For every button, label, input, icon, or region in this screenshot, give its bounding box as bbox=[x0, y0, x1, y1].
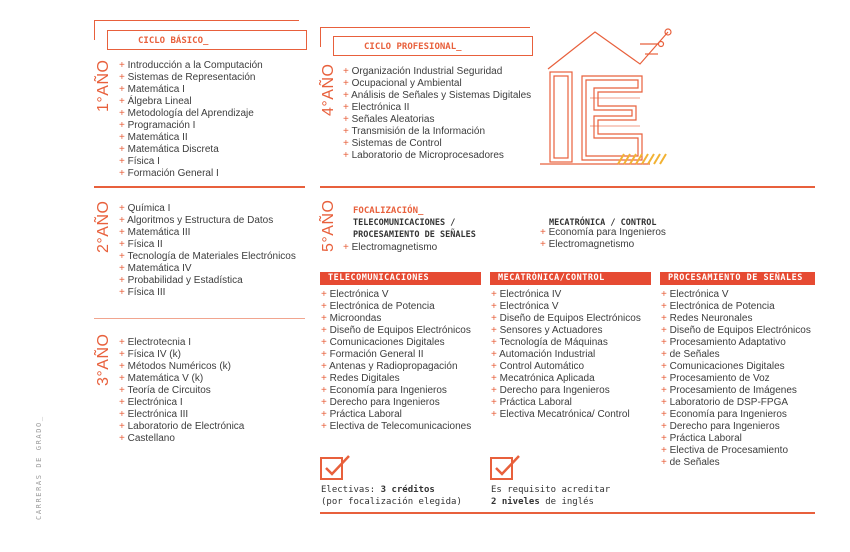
list-item: + Metodología del Aprendizaje bbox=[119, 108, 263, 120]
track-telecom-header: TELECOMUNICACIONES bbox=[320, 272, 481, 285]
basic-tab: CICLO BÁSICO_ bbox=[107, 30, 307, 50]
year-2-label: 2°AÑO bbox=[95, 200, 112, 253]
list-item: + Práctica Laboral bbox=[491, 397, 641, 409]
list-item: + Ocupacional y Ambiental bbox=[343, 78, 531, 90]
list-item: + Sistemas de Control bbox=[343, 138, 531, 150]
list-item: + Análisis de Señales y Sistemas Digitales bbox=[343, 90, 531, 102]
list-item: + Electrónica III bbox=[119, 409, 244, 421]
list-item: + Electrónica de Potencia bbox=[661, 301, 811, 313]
list-item: + Laboratorio de DSP-FPGA bbox=[661, 397, 811, 409]
list-item: + Mecatrónica Aplicada bbox=[491, 373, 641, 385]
list-item: + Algoritmos y Estructura de Datos bbox=[119, 215, 296, 227]
prof-tab: CICLO PROFESIONAL_ bbox=[333, 36, 533, 56]
list-item: + Física III bbox=[119, 287, 296, 299]
check-icon bbox=[320, 455, 352, 481]
list-item: + Redes Digitales bbox=[321, 373, 471, 385]
prof-divider-1 bbox=[320, 186, 815, 188]
year-3-label: 3°AÑO bbox=[95, 333, 112, 386]
list-item: + Formación General II bbox=[321, 349, 471, 361]
list-item: + de Señales bbox=[661, 457, 811, 469]
list-item: + Laboratorio de Electrónica bbox=[119, 421, 244, 433]
list-item: + Electrónica V bbox=[491, 301, 641, 313]
list-item: + de Señales bbox=[661, 349, 811, 361]
track-telecom-list bbox=[321, 289, 471, 433]
track-procesamiento-header: PROCESAMIENTO DE SEÑALES bbox=[660, 272, 815, 285]
list-item: + Electrónica de Potencia bbox=[321, 301, 471, 313]
list-item: + Diseño de Equipos Electrónicos bbox=[661, 325, 811, 337]
list-item: + Formación General I bbox=[119, 168, 263, 180]
check-icon-2 bbox=[490, 455, 522, 481]
list-item: + Electiva Mecatrónica/ Control bbox=[491, 409, 641, 421]
list-item: + Teoría de Circuitos bbox=[119, 385, 244, 397]
list-item: + Organización Industrial Seguridad bbox=[343, 66, 531, 78]
year-5-label: 5°AÑO bbox=[320, 199, 337, 252]
list-item: + Matemática III bbox=[119, 227, 296, 239]
year-3-list bbox=[119, 337, 244, 445]
focus-c: MECATRÓNICA / CONTROL bbox=[549, 218, 657, 228]
year-1-label: 1°AÑO bbox=[95, 59, 112, 112]
list-item: + Diseño de Equipos Electrónicos bbox=[321, 325, 471, 337]
list-item: + Procesamiento de Imágenes bbox=[661, 385, 811, 397]
list-item: + Electromagnetismo bbox=[540, 239, 666, 251]
list-item: + Tecnología de Materiales Electrónicos bbox=[119, 251, 296, 263]
basic-divider-1 bbox=[94, 186, 305, 188]
list-item: + Antenas y Radiopropagación bbox=[321, 361, 471, 373]
list-item: + Introducción a la Computación bbox=[119, 60, 263, 72]
bottom-rule bbox=[320, 512, 815, 514]
list-item: + Química I bbox=[119, 203, 296, 215]
list-item: + Práctica Laboral bbox=[661, 433, 811, 445]
year-2-list bbox=[119, 203, 296, 299]
list-item: + Tecnología de Máquinas bbox=[491, 337, 641, 349]
list-item: + Física II bbox=[119, 239, 296, 251]
list-item: + Economía para Ingenieros bbox=[661, 409, 811, 421]
ingles-note: Es requisito acreditar 2 niveles de inglés bbox=[491, 485, 611, 507]
list-item: + Electrónica IV bbox=[491, 289, 641, 301]
basic-divider-2 bbox=[94, 318, 305, 319]
list-item: + Matemática II bbox=[119, 132, 263, 144]
track-mecatronica-header: MECATRÓNICA/CONTROL bbox=[490, 272, 651, 285]
list-item: + Electrotecnia I bbox=[119, 337, 244, 349]
track-procesamiento-list bbox=[661, 289, 811, 469]
list-item: + Economía para Ingenieros bbox=[540, 227, 666, 239]
list-item: + Derecho para Ingenieros bbox=[491, 385, 641, 397]
list-item: + Matemática IV bbox=[119, 263, 296, 275]
list-item: + Matemática V (k) bbox=[119, 373, 244, 385]
focus-c-list bbox=[540, 227, 666, 251]
list-item: + Álgebra Lineal bbox=[119, 96, 263, 108]
list-item: + Probabilidad y Estadística bbox=[119, 275, 296, 287]
list-item: + Derecho para Ingenieros bbox=[321, 397, 471, 409]
list-item: + Electiva de Procesamiento bbox=[661, 445, 811, 457]
focus-a-list bbox=[343, 242, 437, 254]
list-item: + Economía para Ingenieros bbox=[321, 385, 471, 397]
list-item: + Matemática Discreta bbox=[119, 144, 263, 156]
list-item: + Señales Aleatorias bbox=[343, 114, 531, 126]
list-item: + Programación I bbox=[119, 120, 263, 132]
track-mecatronica-list bbox=[491, 289, 641, 421]
list-item: + Electrónica I bbox=[119, 397, 244, 409]
list-item: + Comunicaciones Digitales bbox=[661, 361, 811, 373]
list-item: + Electromagnetismo bbox=[343, 242, 437, 254]
list-item: + Transmisión de la Información bbox=[343, 126, 531, 138]
list-item: + Laboratorio de Microprocesadores bbox=[343, 150, 531, 162]
list-item: + Física I bbox=[119, 156, 263, 168]
list-item: + Procesamiento Adaptativo bbox=[661, 337, 811, 349]
list-item: + Procesamiento de Voz bbox=[661, 373, 811, 385]
focus-a: TELECOMUNICACIONES / bbox=[353, 218, 456, 228]
list-item: + Castellano bbox=[119, 433, 244, 445]
list-item: + Métodos Numéricos (k) bbox=[119, 361, 244, 373]
list-item: + Microondas bbox=[321, 313, 471, 325]
list-item: + Electrónica V bbox=[661, 289, 811, 301]
list-item: + Electiva de Telecomunicaciones bbox=[321, 421, 471, 433]
year-4-list bbox=[343, 66, 531, 162]
list-item: + Práctica Laboral bbox=[321, 409, 471, 421]
focus-title: FOCALIZACIÓN_ bbox=[353, 206, 424, 216]
list-item: + Electrónica V bbox=[321, 289, 471, 301]
list-item: + Electrónica II bbox=[343, 102, 531, 114]
list-item: + Sistemas de Representación bbox=[119, 72, 263, 84]
list-item: + Control Automático bbox=[491, 361, 641, 373]
year-4-label: 4°AÑO bbox=[320, 63, 337, 116]
side-label: CARRERAS DE GRADO_ bbox=[35, 415, 43, 520]
list-item: + Comunicaciones Digitales bbox=[321, 337, 471, 349]
list-item: + Redes Neuronales bbox=[661, 313, 811, 325]
list-item: + Derecho para Ingenieros bbox=[661, 421, 811, 433]
list-item: + Sensores y Actuadores bbox=[491, 325, 641, 337]
list-item: + Automación Industrial bbox=[491, 349, 641, 361]
year-1-list bbox=[119, 60, 263, 180]
electivas-note: Electivas: 3 créditos (por focalización elegida) bbox=[321, 485, 462, 507]
list-item: + Física IV (k) bbox=[119, 349, 244, 361]
list-item: + Matemática I bbox=[119, 84, 263, 96]
list-item: + Diseño de Equipos Electrónicos bbox=[491, 313, 641, 325]
ie-logo-graphic bbox=[540, 14, 675, 172]
focus-b: PROCESAMIENTO DE SEÑALES bbox=[353, 230, 476, 240]
